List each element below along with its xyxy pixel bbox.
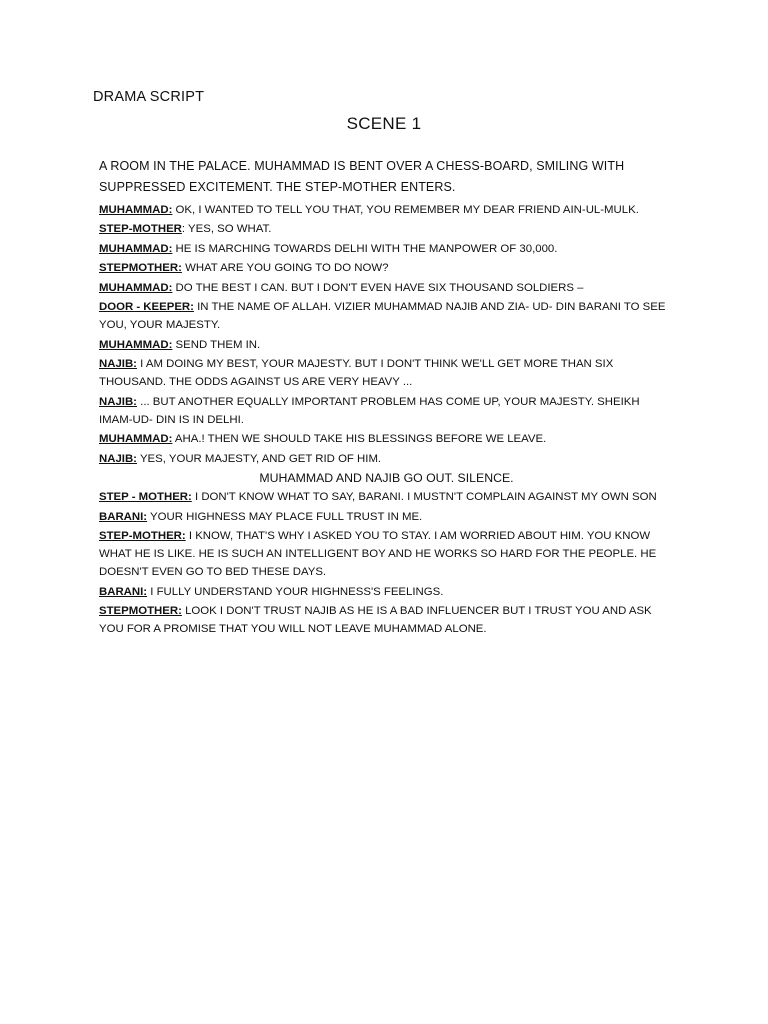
speaker-name: NAJIB: [99,452,137,465]
dialogue-line [99,488,674,506]
speaker-name: DOOR - KEEPER: [99,300,194,313]
line-text: IN THE NAME OF ALLAH. VIZIER MUHAMMAD NAJIB AND ZIA- UD- DIN BARANI TO SEE YOU, YOUR MAJESTY. [99,300,666,332]
dialogue-line [99,508,674,526]
line-text: YES, YOUR MAJESTY, AND GET RID OF HIM. [136,452,382,465]
document-title: DRAMA SCRIPT [93,89,205,105]
speaker-name: NAJIB: [99,395,137,408]
dialogue-line [99,430,674,448]
speaker-name: STEP-MOTHER [99,223,182,236]
line-text: : YES, SO WHAT. [181,223,272,236]
speaker-name: NAJIB: [99,357,137,370]
line-text: DO THE BEST I CAN. BUT I DON'T EVEN HAVE SIX THOUSAND SOLDIERS – [172,281,584,294]
line-text: I AM DOING MY BEST, YOUR MAJESTY. BUT I DON'T THINK WE'LL GET MORE THAN SIX THOUSAND. THE ODDS AGAINST US ARE VERY HEAVY ... [99,357,614,389]
line-text: I FULLY UNDERSTAND YOUR HIGHNESS'S FEELINGS. [147,585,444,598]
dialogue-line [99,336,674,354]
speaker-name: MUHAMMAD: [99,433,173,446]
speaker-name: BARANI: [99,510,148,523]
dialogue-line [99,259,674,277]
dialogue-line [99,220,674,238]
line-text: I DON'T KNOW WHAT TO SAY, BARANI. I MUSTN'T COMPLAIN AGAINST MY OWN SON [191,491,657,504]
line-text: LOOK I DON'T TRUST NAJIB AS HE IS A BAD INFLUENCER BUT I TRUST YOU AND ASK YOU FOR A PROMISE THAT YOU WILL NOT LEAVE MUHAMMAD ALONE. [99,605,652,636]
dialogue-line [99,355,674,391]
line-text: I KNOW, THAT'S WHY I ASKED YOU TO STAY. I AM WORRIED ABOUT HIM. YOU KNOW WHAT HE IS LIKE. HE IS SUCH AN INTELLIGENT BOY AND HE WORKS SO HARD FOR THE PEOPLE. HE DOESN'T EVEN GO TO BED THESE DAYS. [99,529,657,579]
line-text: AHA.! THEN WE SHOULD TAKE HIS BLESSINGS BEFORE WE LEAVE. [172,433,547,446]
scene-heading: SCENE 1 [346,114,422,133]
speaker-name: STEP - MOTHER: [99,491,192,504]
dialogue-line [99,527,674,582]
speaker-name: BARANI: [99,585,148,598]
line-text: OK, I WANTED TO TELL YOU THAT, YOU REMEMBER MY DEAR FRIEND AIN-UL-MULK. [172,204,639,216]
speaker-name: MUHAMMAD: [99,281,173,294]
dialogue-line [99,201,674,219]
dialogue-line [99,583,674,601]
speaker-name: MUHAMMAD: [99,204,173,216]
dialogue-line [99,393,674,429]
dialogue-block [99,201,674,640]
dialogue-line [99,602,674,638]
mid-stage-direction: MUHAMMAD AND NAJIB GO OUT. SILENCE. [259,470,514,485]
line-text: YOUR HIGHNESS MAY PLACE FULL TRUST IN ME. [147,510,423,523]
line-text: WHAT ARE YOU GOING TO DO NOW? [181,262,389,275]
speaker-name: MUHAMMAD: [99,338,173,351]
speaker-name: STEPMOTHER: [99,605,182,618]
speaker-name: MUHAMMAD: [99,242,173,255]
dialogue-line [99,279,674,297]
speaker-name: STEPMOTHER: [99,262,182,275]
dialogue-line [99,240,674,258]
speaker-name: STEP-MOTHER: [99,529,186,542]
dialogue-line [99,298,674,334]
line-text: SEND THEM IN. [172,338,261,351]
opening-stage-direction: A ROOM IN THE PALACE. MUHAMMAD IS BENT OVER A CHESS-BOARD, SMILING WITH SUPPRESSED EXCITEMENT. THE STEP-MOTHER ENTERS. [99,159,625,194]
line-text: HE IS MARCHING TOWARDS DELHI WITH THE MANPOWER OF 30,000. [172,242,558,255]
line-text: ... BUT ANOTHER EQUALLY IMPORTANT PROBLEM HAS COME UP, YOUR MAJESTY. SHEIKH IMAM-UD- DIN IS IN DELHI. [99,395,640,426]
dialogue-line [99,450,674,468]
